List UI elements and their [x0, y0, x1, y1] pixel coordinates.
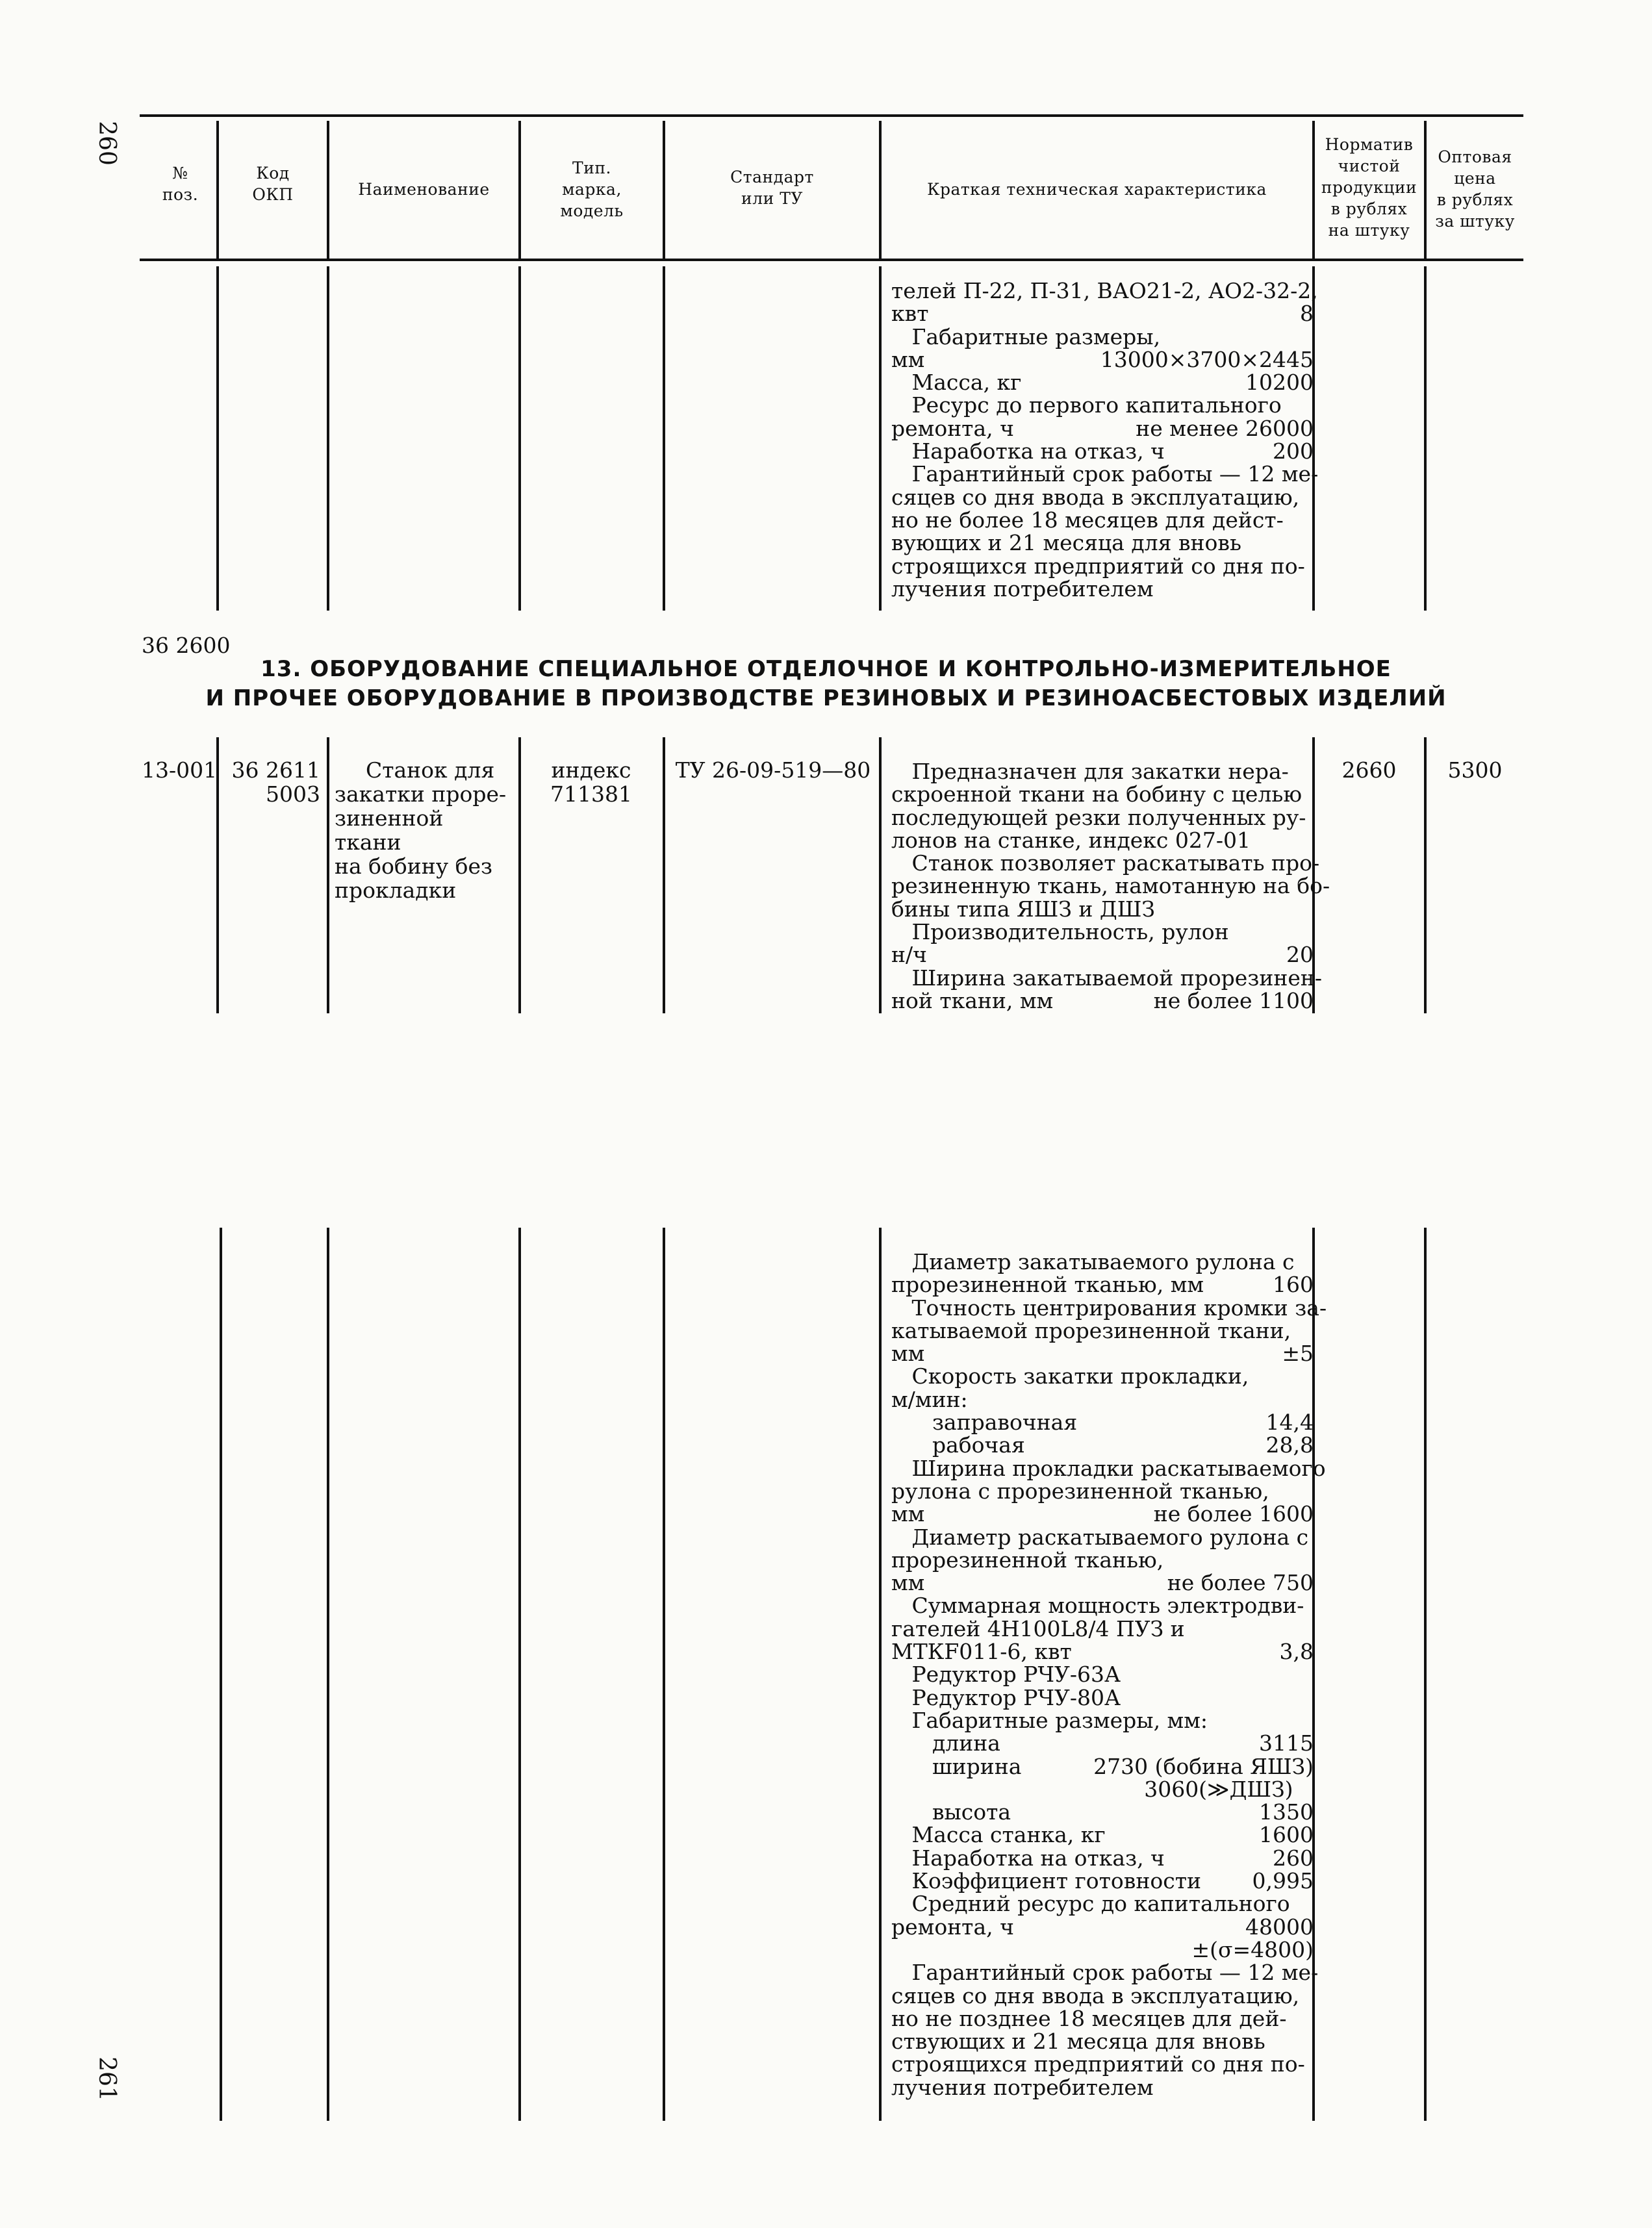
characteristic-value: ±5 — [1282, 1341, 1314, 1367]
characteristic-line — [891, 2030, 1314, 2053]
characteristic-value: 0,995 — [1252, 1868, 1314, 1894]
item-price: 5300 — [1447, 757, 1503, 783]
characteristic-line — [891, 1319, 1314, 1342]
characteristic-value: 48000 — [1245, 1914, 1314, 1940]
item-name: Станок для закатки проре- зиненной ткани на бобину без прокладки — [335, 757, 507, 903]
header-name: Наименование — [358, 180, 490, 199]
item-characteristic-part1 — [891, 759, 1330, 1013]
characteristic-text: лучения потребителем — [891, 576, 1154, 601]
characteristic-text: рулона с прорезиненной тканью, — [891, 1478, 1269, 1504]
characteristic-value: 3060(≫ДШЗ) — [1144, 1776, 1314, 1802]
characteristic-text: Средний ресурс до капитального — [891, 1891, 1290, 1917]
characteristic-text: сяцев со дня ввода в эксплуатацию, — [891, 484, 1300, 510]
characteristic-text: мм — [891, 1570, 925, 1596]
characteristic-value: 10200 — [1245, 370, 1314, 396]
header-sep — [327, 121, 329, 259]
characteristic-line — [891, 829, 1314, 852]
characteristic-line — [891, 417, 1314, 440]
characteristic-line — [891, 1801, 1314, 1823]
characteristic-text: Ширина прокладки раскатываемого — [891, 1455, 1326, 1481]
col-rule — [216, 266, 219, 611]
characteristic-text: м/мин: — [891, 1386, 968, 1412]
characteristic-text: Гарантийный срок работы — 12 ме- — [891, 461, 1319, 487]
col-rule — [879, 1228, 882, 2121]
characteristic-line — [891, 943, 1314, 966]
characteristic-value: 20 — [1286, 942, 1314, 968]
characteristic-text: МТКF011-6, квт — [891, 1639, 1072, 1665]
characteristic-text: длина — [891, 1730, 1000, 1756]
characteristic-text: телей П-22, П-31, ВАО21-2, АО2-32-2, — [891, 278, 1318, 303]
characteristic-text: ной ткани, мм — [891, 987, 1054, 1013]
page-number-right: 261 — [93, 2057, 120, 2101]
characteristic-text: Предназначен для закатки нера- — [891, 759, 1289, 784]
characteristic-line — [891, 1526, 1314, 1549]
characteristic-value: 1350 — [1259, 1799, 1314, 1825]
characteristic-text: последующей резки полученных ру- — [891, 804, 1306, 830]
characteristic-text: Станок позволяет раскатывать про- — [891, 850, 1320, 876]
characteristic-text: сяцев со дня ввода в эксплуатацию, — [891, 1982, 1300, 2008]
characteristic-line — [891, 1434, 1314, 1456]
characteristic-line — [891, 1755, 1314, 1778]
characteristic-text: Наработка на отказ, ч — [891, 1845, 1165, 1871]
characteristic-value: не более 1100 — [1153, 987, 1314, 1013]
characteristic-line — [891, 1847, 1314, 1869]
characteristic-line — [891, 1594, 1314, 1617]
characteristic-line — [891, 461, 1319, 487]
characteristic-value: 200 — [1273, 438, 1314, 464]
characteristic-text: скроенной ткани на бобину с целью — [891, 781, 1303, 807]
characteristic-line — [891, 1892, 1314, 1915]
characteristic-line — [891, 440, 1314, 462]
characteristic-text: ширина — [891, 1753, 1022, 1779]
header-model: Тип. марка, модель — [560, 158, 624, 220]
characteristic-line — [891, 1869, 1314, 1892]
characteristic-text: Редуктор РЧУ-63А — [891, 1662, 1121, 1688]
characteristic-line — [891, 1984, 1314, 2007]
characteristic-line — [891, 531, 1314, 554]
characteristic-line — [891, 1663, 1314, 1686]
item-norm: 2660 — [1341, 757, 1397, 783]
col-rule — [663, 1228, 665, 2121]
characteristic-text: н/ч — [891, 942, 927, 968]
characteristic-text: прорезиненной тканью, — [891, 1547, 1164, 1573]
col-rule — [879, 266, 882, 611]
characteristic-line — [891, 1686, 1314, 1709]
col-rule — [1424, 1228, 1427, 2121]
col-rule — [663, 737, 665, 1013]
characteristic-line — [891, 2076, 1314, 2099]
header-bottom-rule — [140, 259, 1523, 261]
characteristic-line — [891, 1960, 1319, 1986]
page-number-left: 260 — [93, 121, 120, 166]
col-rule — [1424, 266, 1427, 611]
item-model: индекс 711381 — [550, 757, 632, 807]
characteristic-line — [891, 509, 1314, 531]
characteristic-text: Масса, кг — [891, 370, 1022, 396]
characteristic-text: заправочная — [891, 1410, 1078, 1436]
characteristic-value: 260 — [1273, 1845, 1314, 1871]
characteristic-line — [891, 1640, 1314, 1663]
header-norm: Норматив чистой продукции в рублях на штуку — [1321, 135, 1417, 240]
col-rule — [879, 737, 882, 1013]
header-sep — [518, 121, 521, 259]
characteristic-line — [891, 278, 1318, 303]
section-title-line1: 13. ОБОРУДОВАНИЕ СПЕЦИАЛЬНОЕ ОТДЕЛОЧНОЕ И КОНТРОЛЬНО-ИЗМЕРИТЕЛЬНОЕ — [261, 656, 1391, 682]
characteristic-text: прорезиненной тканью, мм — [891, 1272, 1204, 1298]
characteristic-text: квт — [891, 301, 929, 327]
header-pos: № поз. — [162, 164, 199, 204]
characteristic-text: Производительность, рулон — [891, 919, 1229, 945]
characteristic-text: бины типа ЯШЗ и ДШЗ — [891, 896, 1155, 922]
characteristic-line — [891, 2053, 1314, 2075]
characteristic-value: 160 — [1273, 1272, 1314, 1298]
characteristic-value: не более 750 — [1167, 1570, 1314, 1596]
characteristic-text: Наработка на отказ, ч — [891, 438, 1165, 464]
characteristic-line — [891, 1295, 1327, 1321]
header-characteristic: Краткая техническая характеристика — [927, 180, 1267, 199]
characteristic-line — [891, 302, 1314, 325]
characteristic-line — [891, 555, 1314, 577]
characteristic-text: катываемой прорезиненной ткани, — [891, 1317, 1291, 1343]
col-rule — [518, 1228, 521, 2121]
characteristic-line — [891, 1250, 1314, 1273]
characteristic-value: 3115 — [1259, 1730, 1314, 1756]
characteristic-text: Диаметр закатываемого рулона с — [891, 1249, 1295, 1274]
characteristic-text: высота — [891, 1799, 1011, 1825]
characteristic-text: Ресурс до первого капитального — [891, 392, 1282, 418]
characteristic-text: Ширина закатываемой прорезинен- — [891, 965, 1322, 991]
characteristic-line — [891, 325, 1314, 348]
header-sep — [1312, 121, 1315, 259]
characteristic-line — [891, 1549, 1314, 1571]
characteristic-value: 1600 — [1259, 1822, 1314, 1848]
characteristic-text: Гарантийный срок работы — 12 ме- — [891, 1960, 1319, 1986]
characteristic-value: 28,8 — [1265, 1432, 1314, 1458]
characteristic-line — [891, 920, 1314, 943]
characteristic-text: строящихся предприятий со дня по- — [891, 2051, 1305, 2077]
characteristic-line — [891, 1480, 1314, 1502]
characteristic-value: 3,8 — [1279, 1639, 1314, 1665]
characteristic-line — [891, 965, 1322, 991]
characteristic-text: Суммарная мощность электродви- — [891, 1593, 1304, 1619]
characteristic-text: Масса станка, кг — [891, 1822, 1106, 1848]
characteristic-text: вующих и 21 месяца для вновь — [891, 530, 1241, 556]
characteristic-value: 2730 (бобина ЯШЗ) — [1093, 1753, 1314, 1779]
characteristic-text: мм — [891, 346, 925, 372]
characteristic-line — [891, 1388, 1314, 1411]
col-rule — [1424, 737, 1427, 1013]
characteristic-line — [891, 898, 1314, 920]
header-sep — [216, 121, 219, 259]
characteristic-text: строящихся предприятий со дня по- — [891, 553, 1305, 579]
characteristic-line — [891, 371, 1314, 394]
characteristic-line — [891, 989, 1314, 1012]
characteristic-value: не более 1600 — [1153, 1501, 1314, 1527]
col-rule — [518, 737, 521, 1013]
characteristic-text: мм — [891, 1341, 925, 1367]
characteristic-text: но не позднее 18 месяцев для дей- — [891, 2005, 1287, 2031]
characteristic-line — [891, 486, 1314, 509]
header-sep — [663, 121, 665, 259]
header-sep — [879, 121, 882, 259]
item-pos: 13-001 — [142, 757, 218, 783]
header-okp: Код ОКП — [252, 164, 294, 204]
characteristic-line — [891, 1732, 1314, 1754]
header-top-rule — [140, 114, 1523, 117]
characteristic-text: резиненную ткань, намотанную на бо- — [891, 873, 1330, 899]
characteristic-value: 13000×3700×2445 — [1100, 346, 1314, 372]
characteristic-value: ±(σ=4800) — [1191, 1936, 1314, 1962]
characteristic-line — [891, 1411, 1314, 1434]
characteristic-text: Точность центрирования кромки за- — [891, 1295, 1327, 1321]
characteristic-line — [891, 577, 1314, 600]
characteristic-value: 8 — [1300, 301, 1314, 327]
col-rule — [327, 737, 329, 1013]
characteristic-text: мм — [891, 1501, 925, 1527]
item-standard: ТУ 26-09-519—80 — [675, 757, 871, 783]
characteristic-text: ремонта, ч — [891, 415, 1014, 441]
characteristic-text: Габаритные размеры, — [891, 323, 1161, 349]
characteristic-text: гателей 4Н100L8/4 ПУЗ и — [891, 1615, 1185, 1641]
characteristic-line — [891, 806, 1314, 829]
continuation-characteristic — [891, 278, 1319, 601]
characteristic-line — [891, 1502, 1314, 1525]
section-title-line2: И ПРОЧЕЕ ОБОРУДОВАНИЕ В ПРОИЗВОДСТВЕ РЕЗИНОВЫХ И РЕЗИНОАСБЕСТОВЫХ ИЗДЕЛИЙ — [205, 685, 1447, 711]
col-rule — [220, 1228, 222, 2121]
characteristic-line — [891, 1273, 1314, 1296]
col-rule — [518, 266, 521, 611]
characteristic-text: Диаметр раскатываемого рулона с — [891, 1524, 1309, 1550]
characteristic-line — [891, 783, 1314, 805]
characteristic-line — [891, 1823, 1314, 1846]
characteristic-text: Габаритные размеры, мм: — [891, 1707, 1208, 1733]
item-characteristic-part2 — [891, 1249, 1327, 2100]
characteristic-value: 14,4 — [1265, 1410, 1314, 1436]
characteristic-line — [891, 850, 1320, 876]
col-rule — [327, 1228, 329, 2121]
col-rule — [663, 266, 665, 611]
characteristic-line — [891, 394, 1314, 416]
characteristic-text: Редуктор РЧУ-80А — [891, 1684, 1121, 1710]
characteristic-line — [891, 760, 1314, 783]
section-code: 36 2600 — [142, 633, 231, 658]
characteristic-line — [891, 1938, 1314, 1961]
characteristic-text: ремонта, ч — [891, 1914, 1014, 1940]
col-rule — [327, 266, 329, 611]
characteristic-text: лонов на станке, индекс 027-01 — [891, 827, 1251, 853]
characteristic-line — [891, 1617, 1314, 1640]
characteristic-line — [891, 348, 1314, 371]
characteristic-value: не менее 26000 — [1136, 415, 1314, 441]
item-okp: 36 2611 5003 — [231, 757, 320, 807]
header-sep — [1424, 121, 1427, 259]
characteristic-line — [891, 1709, 1314, 1732]
characteristic-line — [891, 1571, 1314, 1594]
header-standard: Стандарт или ТУ — [730, 168, 814, 208]
characteristic-text: Скорость закатки прокладки, — [891, 1363, 1249, 1389]
characteristic-text: лучения потребителем — [891, 2074, 1154, 2100]
characteristic-line — [891, 1455, 1326, 1481]
characteristic-text: ствующих и 21 месяца для вновь — [891, 2029, 1265, 2055]
header-price: Оптовая цена в рублях за штуку — [1435, 147, 1515, 231]
characteristic-line — [891, 1365, 1314, 1387]
characteristic-line — [891, 1778, 1314, 1801]
characteristic-text: но не более 18 месяцев для дейст- — [891, 507, 1284, 533]
characteristic-text: рабочая — [891, 1432, 1025, 1458]
characteristic-line — [891, 2007, 1314, 2030]
characteristic-line — [891, 1342, 1314, 1365]
characteristic-line — [891, 1916, 1314, 1938]
characteristic-line — [891, 873, 1330, 899]
characteristic-text: Коэффициент готовности — [891, 1868, 1201, 1894]
